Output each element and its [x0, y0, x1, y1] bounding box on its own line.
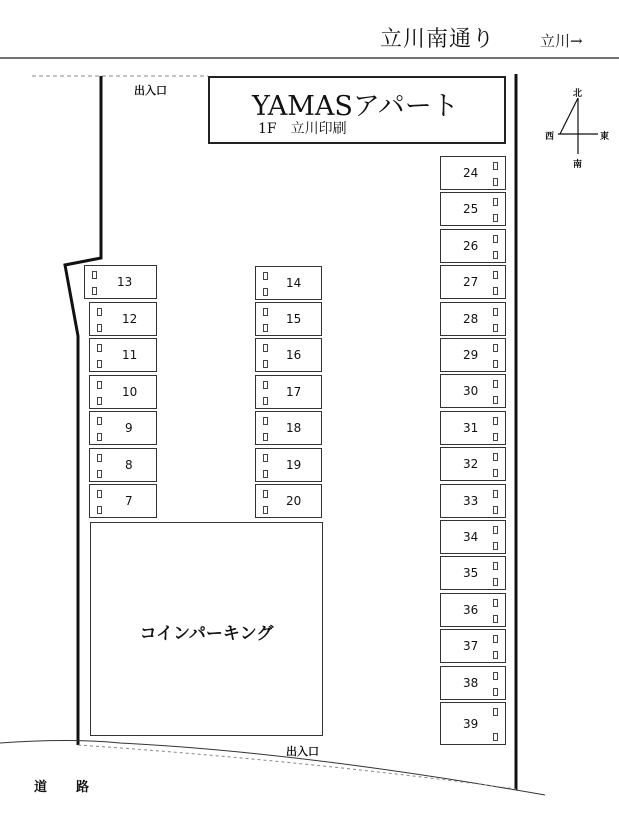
spot-marker-icon	[493, 506, 498, 514]
parking-spot-number: 15	[286, 312, 302, 326]
spot-marker-icon	[493, 453, 498, 461]
parking-spot-number: 14	[286, 276, 302, 290]
spot-marker-icon	[263, 324, 268, 332]
building	[208, 76, 506, 144]
spot-marker-icon	[493, 178, 498, 186]
parking-spot	[255, 266, 322, 300]
spot-marker-icon	[263, 490, 268, 498]
parking-spot-number: 39	[463, 716, 479, 731]
parking-spot-number: 11	[122, 348, 138, 362]
parking-spot-number: 36	[463, 603, 479, 617]
spot-marker-icon	[97, 308, 102, 316]
parking-spot	[440, 229, 506, 263]
parking-spot-number: 29	[463, 348, 479, 362]
spot-marker-icon	[97, 324, 102, 332]
parking-spot-number: 28	[463, 312, 479, 326]
spot-marker-icon	[493, 733, 498, 741]
parking-spot-number: 25	[463, 202, 479, 216]
parking-spot	[255, 338, 322, 372]
spot-marker-icon	[97, 417, 102, 425]
spot-marker-icon	[92, 271, 97, 279]
spot-marker-icon	[263, 417, 268, 425]
spot-marker-icon	[493, 490, 498, 498]
compass-south: 南	[573, 160, 583, 170]
parking-spot-number: 32	[463, 457, 479, 471]
spot-marker-icon	[97, 433, 102, 441]
spot-marker-icon	[493, 708, 498, 716]
parking-spot	[440, 520, 506, 554]
spot-marker-icon	[493, 688, 498, 696]
spot-marker-icon	[493, 271, 498, 279]
building-name: YAMASアパート	[252, 91, 459, 122]
spot-marker-icon	[263, 360, 268, 368]
parking-spot-number: 16	[286, 348, 302, 362]
spot-marker-icon	[263, 506, 268, 514]
parking-spot-number: 33	[463, 494, 479, 508]
parking-spot	[440, 302, 506, 336]
spot-marker-icon	[493, 562, 498, 570]
spot-marker-icon	[493, 251, 498, 259]
parking-spot	[89, 338, 157, 372]
parking-spot	[89, 411, 157, 445]
parking-spot	[440, 411, 506, 445]
building-tenant: 1F 立川印刷	[258, 121, 347, 137]
parking-spot-number: 34	[463, 530, 479, 544]
spot-marker-icon	[493, 578, 498, 586]
compass-icon	[558, 98, 598, 154]
parking-spot	[440, 484, 506, 518]
parking-spot	[89, 448, 157, 482]
spot-marker-icon	[97, 506, 102, 514]
parking-spot	[255, 302, 322, 336]
spot-marker-icon	[263, 381, 268, 389]
direction-label: 立川→	[540, 32, 583, 50]
parking-spot-number: 27	[463, 275, 479, 289]
spot-marker-icon	[263, 397, 268, 405]
parking-spot	[255, 375, 322, 409]
spot-marker-icon	[97, 381, 102, 389]
street-name: 立川南通り	[380, 27, 496, 52]
parking-spot-number: 30	[463, 384, 479, 398]
spot-marker-icon	[493, 599, 498, 607]
spot-marker-icon	[263, 470, 268, 478]
entrance-top: 出入口	[134, 84, 167, 97]
spot-marker-icon	[493, 360, 498, 368]
spot-marker-icon	[263, 308, 268, 316]
parking-spot	[440, 192, 506, 226]
spot-marker-icon	[97, 360, 102, 368]
spot-marker-icon	[493, 651, 498, 659]
parking-spot	[89, 484, 157, 518]
parking-spot	[440, 629, 506, 663]
parking-spot-number: 13	[117, 275, 133, 289]
spot-marker-icon	[493, 417, 498, 425]
parking-spot	[440, 265, 506, 299]
spot-marker-icon	[92, 287, 97, 295]
parking-spot-number: 8	[125, 458, 133, 472]
spot-marker-icon	[97, 397, 102, 405]
spot-marker-icon	[97, 490, 102, 498]
parking-spot-number: 18	[286, 421, 302, 435]
parking-spot-number: 38	[463, 676, 479, 690]
road-label: 道 路	[34, 780, 98, 795]
parking-spot-number: 9	[125, 421, 133, 435]
spot-marker-icon	[493, 433, 498, 441]
spot-marker-icon	[493, 396, 498, 404]
parking-spot	[255, 484, 322, 518]
parking-spot	[440, 702, 506, 745]
parking-spot	[440, 156, 506, 190]
spot-marker-icon	[493, 162, 498, 170]
parking-spot-number: 10	[122, 385, 138, 399]
spot-marker-icon	[263, 454, 268, 462]
parking-spot	[440, 338, 506, 372]
spot-marker-icon	[493, 287, 498, 295]
spot-marker-icon	[493, 214, 498, 222]
parking-spot-number: 37	[463, 639, 479, 653]
spot-marker-icon	[493, 469, 498, 477]
parking-spot	[255, 411, 322, 445]
spot-marker-icon	[493, 235, 498, 243]
spot-marker-icon	[263, 272, 268, 280]
entrance-bottom: 出入口	[286, 745, 319, 758]
parking-spot	[440, 374, 506, 408]
compass-east: 東	[600, 132, 610, 142]
spot-marker-icon	[493, 615, 498, 623]
coin-parking-area	[90, 522, 323, 736]
spot-marker-icon	[493, 672, 498, 680]
compass-west: 西	[545, 132, 555, 142]
spot-marker-icon	[493, 380, 498, 388]
parking-spot-number: 24	[463, 166, 479, 180]
parking-spot	[255, 448, 322, 482]
parking-spot-number: 17	[286, 385, 302, 399]
parking-spot	[440, 666, 506, 700]
parking-spot	[440, 593, 506, 627]
parking-spot	[89, 375, 157, 409]
spot-marker-icon	[493, 324, 498, 332]
spot-marker-icon	[493, 635, 498, 643]
spot-marker-icon	[493, 198, 498, 206]
parking-spot-number: 7	[125, 494, 133, 508]
spot-marker-icon	[493, 308, 498, 316]
parking-spot	[84, 265, 157, 299]
parking-spot-number: 31	[463, 421, 479, 435]
parking-spot	[440, 447, 506, 481]
parking-spot	[440, 556, 506, 590]
spot-marker-icon	[97, 454, 102, 462]
parking-spot-number: 12	[122, 312, 138, 326]
parking-spot	[89, 302, 157, 336]
compass-north: 北	[573, 89, 583, 99]
spot-marker-icon	[493, 344, 498, 352]
spot-marker-icon	[493, 526, 498, 534]
spot-marker-icon	[263, 288, 268, 296]
coin-parking-label: コインパーキング	[139, 624, 274, 644]
parking-spot-number: 26	[463, 239, 479, 253]
spot-marker-icon	[263, 344, 268, 352]
spot-marker-icon	[263, 433, 268, 441]
spot-marker-icon	[493, 542, 498, 550]
spot-marker-icon	[97, 470, 102, 478]
parking-spot-number: 20	[286, 494, 302, 508]
parking-spot-number: 19	[286, 458, 302, 472]
parking-spot-number: 35	[463, 566, 479, 580]
spot-marker-icon	[97, 344, 102, 352]
